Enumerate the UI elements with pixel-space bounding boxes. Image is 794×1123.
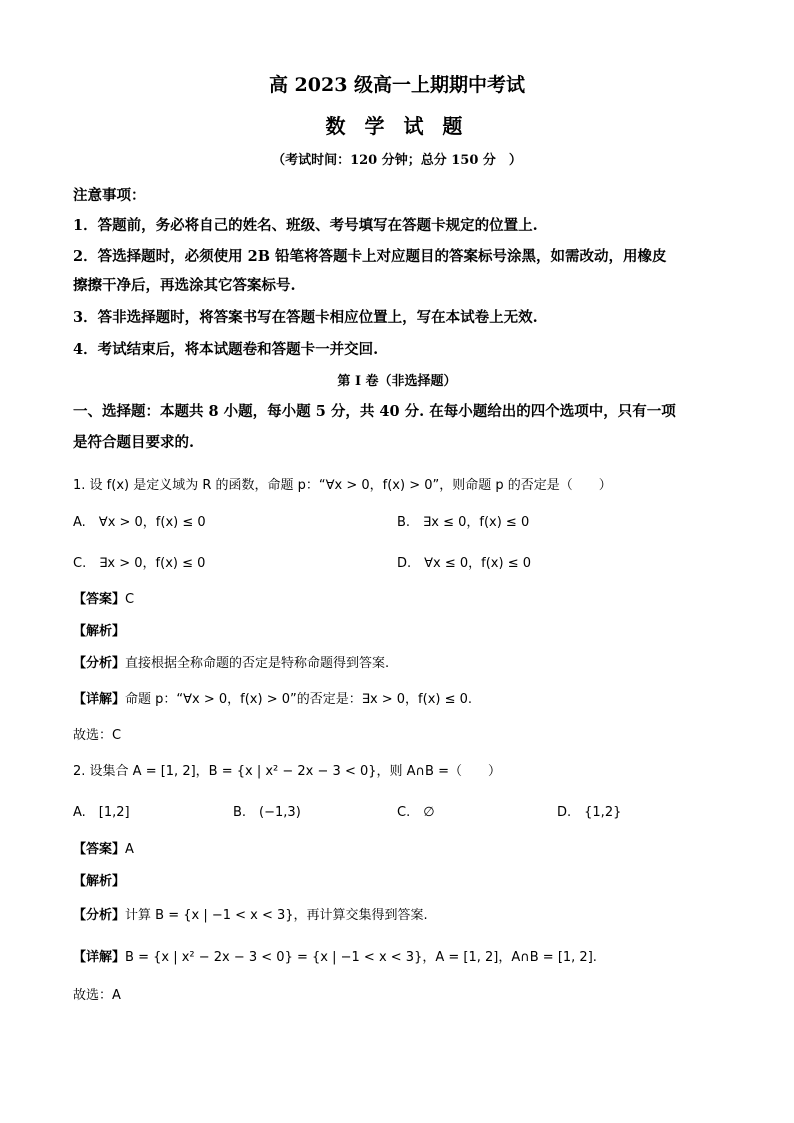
note-item-4: 4．考试结束后，将本试题卷和答题卡一并交回. [73, 341, 379, 358]
q1-option-c: C. ∃x > 0，f(x) ≤ 0 [73, 556, 206, 571]
section-instructions-1: 一、选择题：本题共 8 小题，每小题 5 分，共 40 分. 在每小题给出的四个选项中，只有一项 [73, 403, 676, 420]
notes-heading: 注意事项： [73, 187, 146, 204]
q1-answer-label: 【答案】 [73, 592, 126, 607]
q1-detail-text: 命题 p：“∀x > 0，f(x) > 0”的否定是：∃x > 0，f(x) ≤ 0. [125, 692, 473, 707]
q2-answer-value: A [125, 842, 134, 857]
q2-fenxi [73, 904, 733, 923]
q2-answer [73, 838, 733, 857]
exam-info: （考试时间：120 分钟；总分 150 分 ） [272, 153, 522, 168]
q1-analysis-tag: 【解析】 [73, 624, 126, 639]
q1-answer [73, 588, 733, 607]
q2-option-b: B. (−1,3) [233, 805, 301, 820]
q2-option-d: D. {1,2} [557, 805, 622, 820]
exam-title: 高 2023 级高一上期期中考试 [268, 74, 526, 96]
note-item-3: 3．答非选择题时，将答案书写在答题卡相应位置上，写在本试卷上无效. [73, 309, 538, 326]
subject-title: 数 学 试 题 [325, 114, 469, 138]
q1-stem: 1. 设 f(x) 是定义域为 R 的函数，命题 p：“∀x > 0，f(x) > 0”，则命题 p 的否定是（ ） [73, 478, 612, 493]
note-item-1: 1．答题前，务必将自己的姓名、班级、考号填写在答题卡规定的位置上. [73, 217, 538, 234]
note-item-2: 2．答选择题时，必须使用 2B 铅笔将答题卡上对应题目的答案标号涂黑，如需改动，用橡皮 [73, 248, 667, 265]
q1-option-a: A. ∀x > 0，f(x) ≤ 0 [73, 515, 206, 530]
q1-fenxi [73, 652, 733, 671]
note-item-2-cont: 擦擦干净后，再选涂其它答案标号. [73, 277, 296, 294]
q2-answer-label: 【答案】 [73, 842, 126, 857]
q1-fenxi-text: 直接根据全称命题的否定是特称命题得到答案. [125, 656, 390, 671]
q2-analysis-label [73, 870, 733, 889]
q1-fenxi-label: 【分析】 [73, 656, 126, 671]
q1-analysis-label [73, 620, 733, 639]
q2-analysis-tag: 【解析】 [73, 874, 126, 889]
q2-option-a: A. [1,2] [73, 805, 130, 820]
q2-fenxi-text: 计算 B = {x | −1 < x < 3}，再计算交集得到答案. [125, 908, 428, 923]
q2-choice: 故选：A [73, 988, 121, 1003]
q1-option-d: D. ∀x ≤ 0，f(x) ≤ 0 [397, 556, 531, 571]
q1-answer-value: C [125, 592, 135, 607]
q2-detail-text: B = {x | x² − 2x − 3 < 0} = {x | −1 < x < 3}，A = [1, 2]，A∩B = [1, 2]. [125, 950, 597, 965]
q2-detail [73, 946, 733, 965]
q1-option-b: B. ∃x ≤ 0，f(x) ≤ 0 [397, 515, 530, 530]
q1-detail [73, 688, 733, 707]
q1-detail-label: 【详解】 [73, 692, 126, 707]
q2-option-c: C. ∅ [397, 805, 435, 820]
q2-fenxi-label: 【分析】 [73, 908, 126, 923]
section-instructions-2: 是符合题目要求的. [73, 434, 195, 451]
section-title: 第 I 卷（非选择题） [337, 374, 457, 389]
q1-choice: 故选：C [73, 728, 122, 743]
q2-stem: 2. 设集合 A = [1, 2]，B = {x | x² − 2x − 3 < 0}，则 A∩B =（ ） [73, 764, 501, 779]
q2-detail-label: 【详解】 [73, 950, 126, 965]
